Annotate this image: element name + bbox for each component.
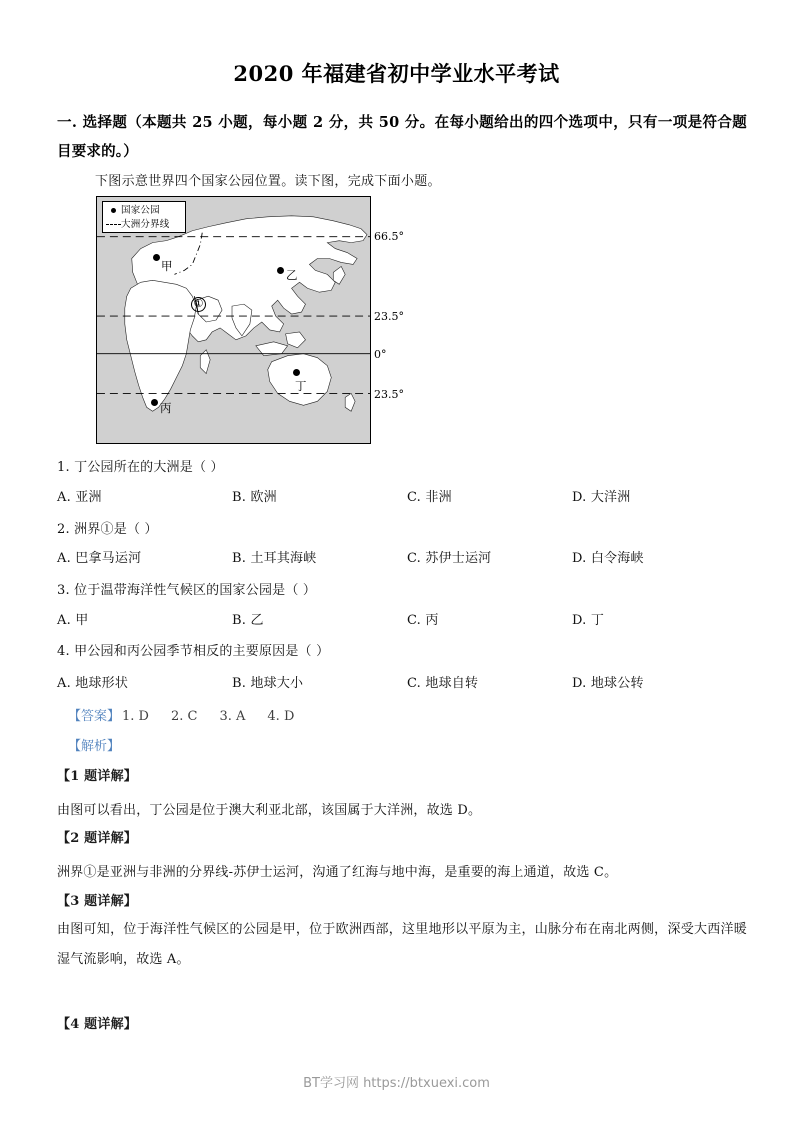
option-key: D. xyxy=(572,551,587,566)
option-text: 欧洲 xyxy=(250,490,277,505)
analysis-heading-3: 【3 题详解】 xyxy=(57,894,137,909)
question-2-option-c[interactable] xyxy=(407,547,491,566)
question-2-text: 洲界①是（ ） xyxy=(74,522,158,537)
world-map-figure xyxy=(96,196,404,444)
question-3-option-b[interactable] xyxy=(232,609,264,628)
option-text: 地球形状 xyxy=(75,676,129,691)
question-4-option-d[interactable] xyxy=(572,672,644,691)
option-key: D. xyxy=(572,490,587,505)
question-group-lead: 下图示意世界四个国家公园位置。读下图，完成下面小题。 xyxy=(95,174,441,189)
option-key: B. xyxy=(232,613,247,628)
question-1-option-b[interactable] xyxy=(232,486,277,505)
question-4-option-c[interactable] xyxy=(407,672,478,691)
option-key: C. xyxy=(407,613,422,628)
answer-line xyxy=(68,705,294,724)
analysis-body-3: 由图可知，位于海洋性气候区的公园是甲，位于欧洲西部，这里地形以平原为主，山脉分布在南北两侧，深受大西洋暖湿气流影响，故选 A。 xyxy=(57,922,747,967)
option-text: 白令海峡 xyxy=(590,551,644,566)
continental-boundary-line-icon xyxy=(105,224,121,225)
question-1-option-c[interactable] xyxy=(407,486,452,505)
question-1-number: 1. xyxy=(57,460,70,475)
analysis-heading-2: 【2 题详解】 xyxy=(57,831,137,846)
answer-item-1: 1. D xyxy=(122,709,149,724)
option-text: 亚洲 xyxy=(75,490,102,505)
answer-item-3: 3. A xyxy=(219,709,246,724)
map-point-jia-dot xyxy=(153,254,160,261)
question-4-option-b[interactable] xyxy=(232,672,303,691)
question-4-option-a[interactable] xyxy=(57,672,128,691)
option-text: 地球大小 xyxy=(250,676,304,691)
question-3-option-d[interactable] xyxy=(572,609,604,628)
analysis-heading-1: 【1 题详解】 xyxy=(57,769,137,784)
latitude-label-66-5: 66.5° xyxy=(374,230,404,243)
question-3-text: 位于温带海洋性气候区的国家公园是（ ） xyxy=(74,583,317,598)
option-key: A. xyxy=(57,551,71,566)
map-frame xyxy=(96,196,371,444)
analysis-heading-4: 【4 题详解】 xyxy=(57,1017,137,1032)
footer-watermark: BT学习网 https://btxuexi.com xyxy=(303,1076,490,1091)
answer-tag: 【答案】 xyxy=(68,709,121,724)
map-label-ding: 丁 xyxy=(295,379,307,393)
question-1-text: 丁公园所在的大洲是（ ） xyxy=(74,460,224,475)
map-point-yi-dot xyxy=(277,267,284,274)
question-1-stem xyxy=(57,456,224,475)
question-2-option-d[interactable] xyxy=(572,547,644,566)
map-legend xyxy=(102,201,186,233)
option-text: 乙 xyxy=(250,613,264,628)
answer-item-2: 2. C xyxy=(170,709,198,724)
option-text: 巴拿马运河 xyxy=(75,551,142,566)
question-2-option-b[interactable] xyxy=(232,547,316,566)
question-3-number: 3. xyxy=(57,583,70,598)
latitude-label-23-5-south: 23.5° xyxy=(374,388,404,401)
question-4-text: 甲公园和丙公园季节相反的主要原因是（ ） xyxy=(74,644,330,659)
question-3-option-c[interactable] xyxy=(407,609,439,628)
option-text: 土耳其海峡 xyxy=(250,551,317,566)
option-key: C. xyxy=(407,676,422,691)
map-point-bing-dot xyxy=(151,399,158,406)
option-text: 甲 xyxy=(75,613,89,628)
answer-item-4: 4. D xyxy=(267,709,295,724)
option-key: C. xyxy=(407,490,422,505)
legend-row-national-park xyxy=(105,203,160,218)
map-graphic xyxy=(97,197,370,443)
option-text: 大洋洲 xyxy=(590,490,631,505)
question-4-stem xyxy=(57,640,329,659)
option-key: A. xyxy=(57,490,71,505)
option-key: A. xyxy=(57,676,71,691)
analysis-tag: 【解析】 xyxy=(68,739,121,754)
option-text: 苏伊士运河 xyxy=(425,551,492,566)
option-text: 非洲 xyxy=(425,490,452,505)
question-1-option-a[interactable] xyxy=(57,486,102,505)
option-key: D. xyxy=(572,676,587,691)
option-key: B. xyxy=(232,551,247,566)
legend-label-national-park: 国家公园 xyxy=(121,204,160,216)
analysis-body-2: 洲界①是亚洲与非洲的分界线-苏伊士运河，沟通了红海与地中海，是重要的海上通道，故选 C。 xyxy=(57,865,618,880)
legend-row-continental-boundary xyxy=(105,217,170,232)
option-text: 丙 xyxy=(425,613,439,628)
question-3-option-a[interactable] xyxy=(57,609,88,628)
question-4-number: 4. xyxy=(57,644,70,659)
latitude-label-equator: 0° xyxy=(374,348,387,361)
question-2-stem xyxy=(57,518,158,537)
option-key: A. xyxy=(57,613,71,628)
national-park-dot-icon xyxy=(105,208,121,213)
page-title: 2020 年福建省初中学业水平考试 xyxy=(233,61,560,86)
latitude-label-23-5-north: 23.5° xyxy=(374,310,404,323)
legend-label-continental-boundary: 大洲分界线 xyxy=(121,218,170,230)
option-key: B. xyxy=(232,490,247,505)
option-key: B. xyxy=(232,676,247,691)
option-text: 丁 xyxy=(590,613,605,628)
map-label-jia: 甲 xyxy=(161,259,173,273)
question-2-option-a[interactable] xyxy=(57,547,141,566)
question-1-option-d[interactable] xyxy=(572,486,630,505)
map-point-ding-dot xyxy=(293,369,300,376)
option-text: 地球公转 xyxy=(590,676,644,691)
map-label-bing: 丙 xyxy=(160,401,172,415)
option-key: C. xyxy=(407,551,422,566)
map-label-yi: 乙 xyxy=(286,268,298,282)
analysis-body-1: 由图可以看出，丁公园是位于澳大利亚北部，该国属于大洋洲，故选 D。 xyxy=(57,803,482,818)
question-3-stem xyxy=(57,579,316,598)
question-2-number: 2. xyxy=(57,522,70,537)
option-text: 地球自转 xyxy=(425,676,479,691)
section-heading: 一. 选择题（本题共 25 小题，每小题 2 分，共 50 分。在每小题给出的四个选项中，只有一项是符合题目要求的。） xyxy=(57,114,747,160)
option-key: D. xyxy=(572,613,587,628)
latitude-label-group xyxy=(374,196,444,444)
map-label-boundary-1: ① xyxy=(191,297,206,312)
